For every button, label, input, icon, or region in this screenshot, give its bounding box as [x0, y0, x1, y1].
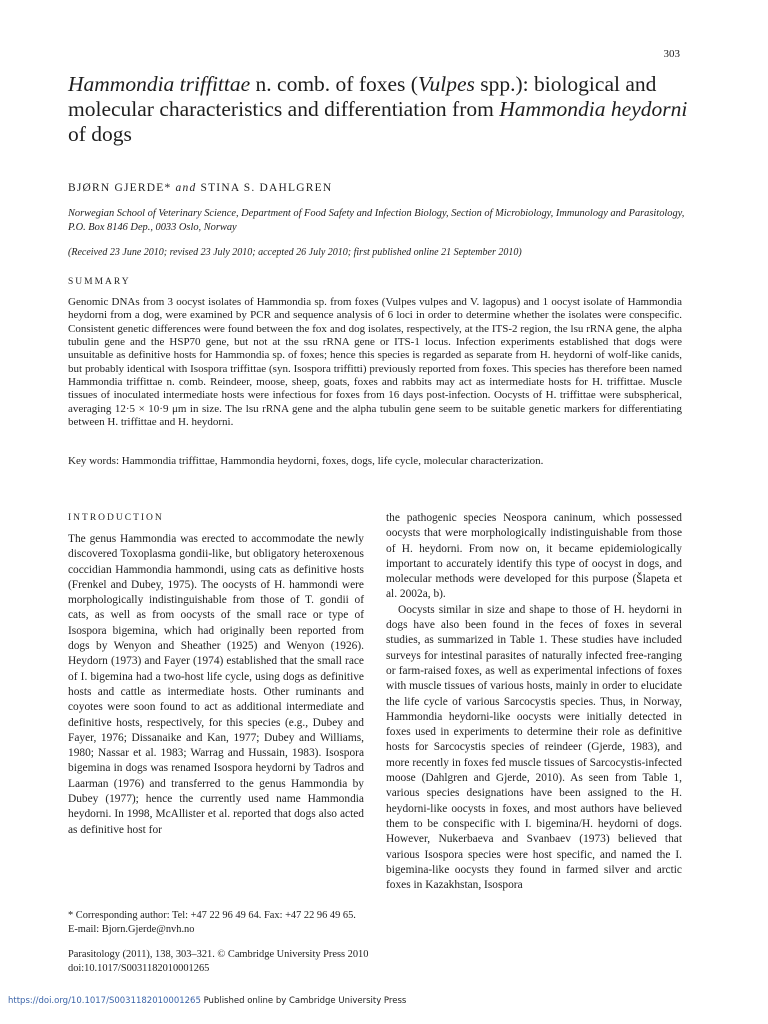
introduction-heading: INTRODUCTION [68, 513, 164, 523]
summary-heading: SUMMARY [68, 277, 131, 287]
intro-right-column [386, 511, 682, 893]
publisher-note: Published online by Cambridge University Press [200, 996, 407, 1006]
summary-text: Genomic DNAs from 3 oocyst isolates of Hammondia sp. from foxes (Vulpes vulpes and V. lagopus) and 1 oocyst isolate of Hammondia heydorni from a dog, were examined by PCR and sequence analysis of 6 loci in order to determine whether the isolates were conspecific. Consistent genetic differences were found between the fox and dog isolates, respectively, at the ITS-2 region, the lsu rRNA gene, the alpha tubulin gene and the HSP70 gene, but not at the ssu rRNA gene or ITS-1 locus. Infection experiments established that dogs were unsuitable as definitive hosts for Hammondia sp. of foxes; hence this species is regarded as separate from H. heydorni of wolf-like canids, but probably identical with Isospora triffittae (syn. Isospora triffitti) previously reported from foxes. This species has therefore been named Hammondia triffittae n. comb. Reindeer, moose, sheep, goats, foxes and rabbits may act as intermediate hosts for H. triffittae. Muscle tissues of inoculated intermediate hosts were infectious for foxes from 16 days post-infection. Oocysts of H. triffittae were subspherical, averaging 12·5 × 10·9 μm in size. The lsu rRNA gene and the alpha tubulin gene seem to be suitable genetic markers for differentiating between H. triffittae and H. heydorni. [68, 296, 682, 429]
title-text-a: n. comb. of foxes ( [250, 72, 418, 96]
title-text-b: spp.): biological and molecular characteristics and differentiation from [68, 72, 657, 121]
keywords-text: Hammondia triffittae, Hammondia heydorni, foxes, dogs, life cycle, molecular characterization. [121, 455, 544, 467]
intro-left-column: The genus Hammondia was erected to accommodate the newly discovered Toxoplasma gondii-like, but obligatory heteroxenous coccidian Hammondia hammondi, using cats as definitive hosts (Frenkel and Dubey, 1975). The oocysts of H. hammondi were morphologically indistinguishable from those of T. gondii of cats, as well as from oocysts of the small race or type of Isospora bigemina, which had originally been reported from dogs by Wenyon and Sheather (1925) and Wenyon (1926). Heydorn (1973) and Fayer (1974) established that the small race of I. bigemina had a two-host life cycle, using dogs as definitive hosts and cattle as intermediate hosts. Other ruminants and coyotes were soon found to act as additional intermediate and definitive hosts, respectively, for this species (e.g., Dubey and Fayer, 1976; Dissanaike and Kan, 1977; Dubey and Williams, 1980; Nassar et al. 1983; Warrag and Hussain, 1983). Isospora bigemina in dogs was renamed Isospora heydorni by Tadros and Laarman (1976) and transferred to the genus Hammondia by Dubey (1977); hence the currently used name Hammondia heydorni. In 1998, McAllister et al. reported that dogs also acted as definitive host for [68, 533, 364, 836]
doi-link[interactable]: https://doi.org/10.1017/S0031182010001265 [8, 996, 201, 1006]
received-dates: (Received 23 June 2010; revised 23 July 2010; accepted 26 July 2010; first published online 21 September 2010) [68, 247, 522, 258]
intro-right-paragraph-1: the pathogenic species Neospora caninum, which possessed oocysts that were morphologically indistinguishable from those of H. heydorni. From now on, it became epidemiologically important to accurately identify this type of oocyst in dogs, and molecular methods were developed for this purpose (Šlapeta et al. 2002a, b). [386, 512, 682, 601]
citation-line-1: Parasitology (2011), 138, 303–321. © Cambridge University Press 2010 [68, 949, 369, 960]
title-text-c: of dogs [68, 122, 132, 146]
keywords-label: Key words: [68, 455, 122, 467]
title-genus: Vulpes [417, 72, 475, 96]
journal-citation [68, 948, 448, 975]
title-species: Hammondia triffittae [68, 72, 251, 96]
authors [68, 182, 332, 194]
page-number: 303 [663, 48, 680, 60]
title-species-2: Hammondia heydorni [499, 97, 688, 121]
corresponding-author-footnote: * Corresponding author: Tel: +47 22 96 49 64. Fax: +47 22 96 49 65. E-mail: Bjorn.Gjerde@nvh.no [68, 910, 356, 935]
bottom-bar [0, 996, 406, 1006]
authors-and: and [171, 182, 201, 194]
keywords [68, 455, 682, 467]
author-2: STINA S. DAHLGREN [200, 182, 333, 194]
article-title [68, 72, 708, 147]
affiliation: Norwegian School of Veterinary Science, Department of Food Safety and Infection Biology, Section of Microbiology, Immunology and Parasitology, P.O. Box 8146 Dep., 0033 Oslo, Norway [68, 208, 685, 233]
citation-doi: doi:10.1017/S0031182010001265 [68, 962, 210, 974]
author-1: BJØRN GJERDE* [68, 182, 172, 194]
intro-right-paragraph-2: Oocysts similar in size and shape to those of H. heydorni in dogs have also been found in the feces of foxes in several studies, as summarized in Table 1. These studies have included surveys for intestinal parasites of naturally infected free-ranging or farm-raised foxes, as well as experimental infections of foxes with muscle tissues of various hosts, mainly in order to elucidate the life cycle of various Sarcocystis species. Thus, in Norway, Hammondia heydorni-like oocysts were initially detected in foxes used in experiments to determine their role as definitive hosts for Sarcocystis species of reindeer (Gjerde, 1983), and more recently in foxes fed muscle tissues of Sarcocystis-infected moose (Dahlgren and Gjerde, 2010). As seen from Table 1, various species designations have been assigned to the H. heydorni-like oocysts in foxes, and most authors have believed them to be conspecific with I. bigemina/H. heydorni of dogs. However, Nukerbaeva and Svanbaev (1973) believed that various Isospora species were host specific, and named the I. bigemina-like oocysts they found in farmed silver and arctic foxes in Kazakhstan, Isospora [386, 603, 682, 892]
